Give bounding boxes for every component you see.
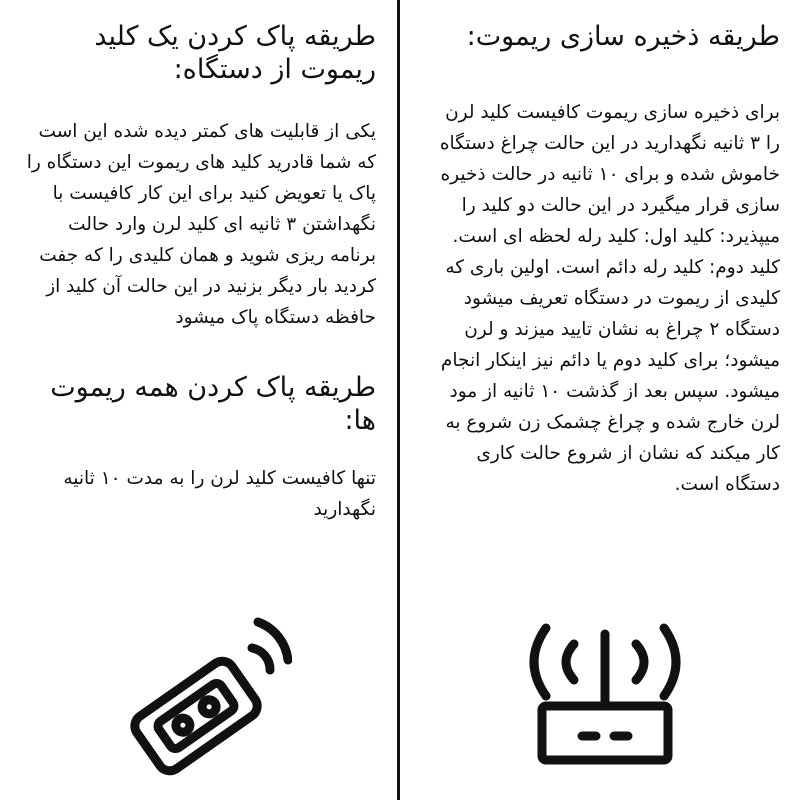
delete-all-remotes-title: طریقه پاک کردن همه ریموت ها: xyxy=(50,372,376,436)
delete-one-key-title: طریقه پاک کردن یک کلید ریموت از دستگاه: xyxy=(94,21,376,85)
delete-all-remotes-body: تنها کافیست کلید لرن را به مدت ۱۰ ثانیه نگهدارید xyxy=(63,468,376,520)
router-icon xyxy=(520,620,690,770)
save-remote-title: طریقه ذخیره سازی ریموت: xyxy=(466,21,780,52)
save-remote-body: برای ذخیره سازی ریموت کافیست کلید لرن را ۳ ثانیه نگهدارید در این حالت چراغ دستگاه خاموش شده و برای ۱۰ ثانیه در حالت ذخیره سازی قرار میگیرد در این حالت دو کلید را میپذیرد: کلید اول: کلید رله لحظه ای است. کلید دوم: کلید رله دائم است. اولین باری که کلیدی از ریموت در دستگاه تعریف میشود دستگاه ۲ چراغ به نشان تایید میزند و لرن میشود؛ برای کلید دوم یا دائم نیز اینکار انجام میشود. سپس بعد از گذشت ۱۰ ثانیه از مود لرن خارج شده و چراغ چشمک زن شروع به کار میکند که نشان از شروع حالت کاری دستگاه است. xyxy=(439,102,780,495)
remote-control-icon xyxy=(112,604,292,784)
delete-one-key-body: یکی از قابلیت های کمتر دیده شده این است که شما قادرید کلید های ریموت این دستگاه را پاک یا تعویض کنید برای این کار کافیست با نگهداشتن ۳ ثانیه ای کلید لرن وارد حالت برنامه ریزی شوید و همان کلیدی را که جفت کردید بار دیگر بزنید در این حالت آن کلید از حافظه دستگاه پاک میشود xyxy=(26,121,376,328)
column-divider xyxy=(397,0,400,800)
